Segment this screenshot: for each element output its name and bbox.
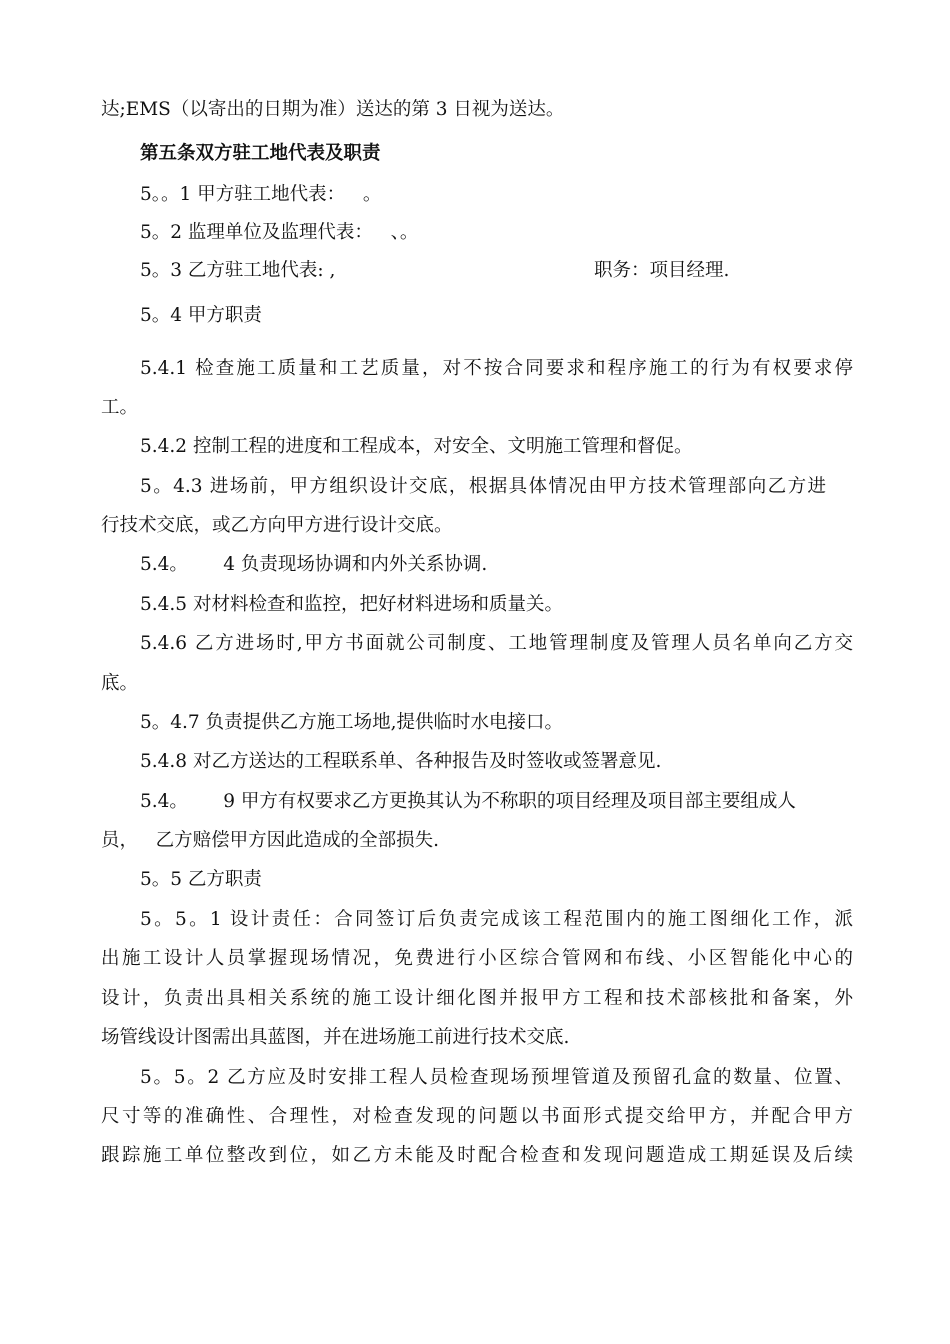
- text-line: 5。5 乙方职责: [140, 869, 262, 890]
- text-line: 行技术交底，或乙方向甲方进行设计交底。: [101, 515, 453, 536]
- text-line: 5。5。1 设计责任：合同签订后负责完成该工程范围内的施工图细化工作，派: [140, 909, 853, 930]
- text-line: 5。2 监理单位及监理代表： 、。: [140, 222, 419, 243]
- text-line: 职务：项目经理.: [594, 260, 730, 281]
- text-line: 5.4.8 对乙方送达的工程联系单、各种报告及时签收或签署意见.: [140, 751, 662, 772]
- text-line: 5。4.7 负责提供乙方施工场地,提供临时水电接口。: [140, 712, 563, 733]
- text-line: 5。4.3 进场前，甲方组织设计交底，根据具体情况由甲方技术管理部向乙方进: [140, 476, 826, 497]
- text-line: 员， 乙方赔偿甲方因此造成的全部损失.: [101, 830, 440, 851]
- text-line: 5。5。2 乙方应及时安排工程人员检查现场预埋管道及预留孔盒的数量、位置、: [140, 1067, 853, 1088]
- text-line: 5.4.5 对材料检查和监控，把好材料进场和质量关。: [140, 594, 563, 615]
- text-line: 设计，负责出具相关系统的施工设计细化图并报甲方工程和技术部核批和备案，外: [101, 988, 853, 1009]
- text-line: 场管线设计图需出具蓝图，并在进场施工前进行技术交底.: [101, 1027, 570, 1048]
- section-heading: 第五条双方驻工地代表及职责: [140, 143, 381, 164]
- text-line: 出施工设计人员掌握现场情况，免费进行小区综合管网和布线、小区智能化中心的: [101, 948, 853, 969]
- text-line: 5。3 乙方驻工地代表: ,: [140, 260, 336, 281]
- text-line: 5。。1 甲方驻工地代表： 。: [140, 184, 382, 205]
- text-line: 工。: [101, 397, 139, 418]
- text-line: 5.4.6 乙方进场时,甲方书面就公司制度、工地管理制度及管理人员名单向乙方交: [140, 633, 853, 654]
- text-line: 5.4。 4 负责现场协调和内外关系协调.: [140, 554, 488, 575]
- text-line: 尺寸等的准确性、合理性，对检查发现的问题以书面形式提交给甲方，并配合甲方: [101, 1106, 853, 1127]
- text-line: 5.4.2 控制工程的进度和工程成本，对安全、文明施工管理和督促。: [140, 436, 693, 457]
- text-line: 达;EMS（以寄出的日期为准）送达的第 3 日视为送达。: [101, 99, 565, 120]
- text-line: 5.4。 9 甲方有权要求乙方更换其认为不称职的项目经理及项目部主要组成人: [140, 791, 796, 812]
- text-line: 5.4.1 检查施工质量和工艺质量，对不按合同要求和程序施工的行为有权要求停: [140, 358, 853, 379]
- text-line: 底。: [101, 673, 139, 694]
- text-line: 5。4 甲方职责: [140, 305, 262, 326]
- text-line: 跟踪施工单位整改到位，如乙方未能及时配合检查和发现问题造成工期延误及后续: [101, 1145, 853, 1166]
